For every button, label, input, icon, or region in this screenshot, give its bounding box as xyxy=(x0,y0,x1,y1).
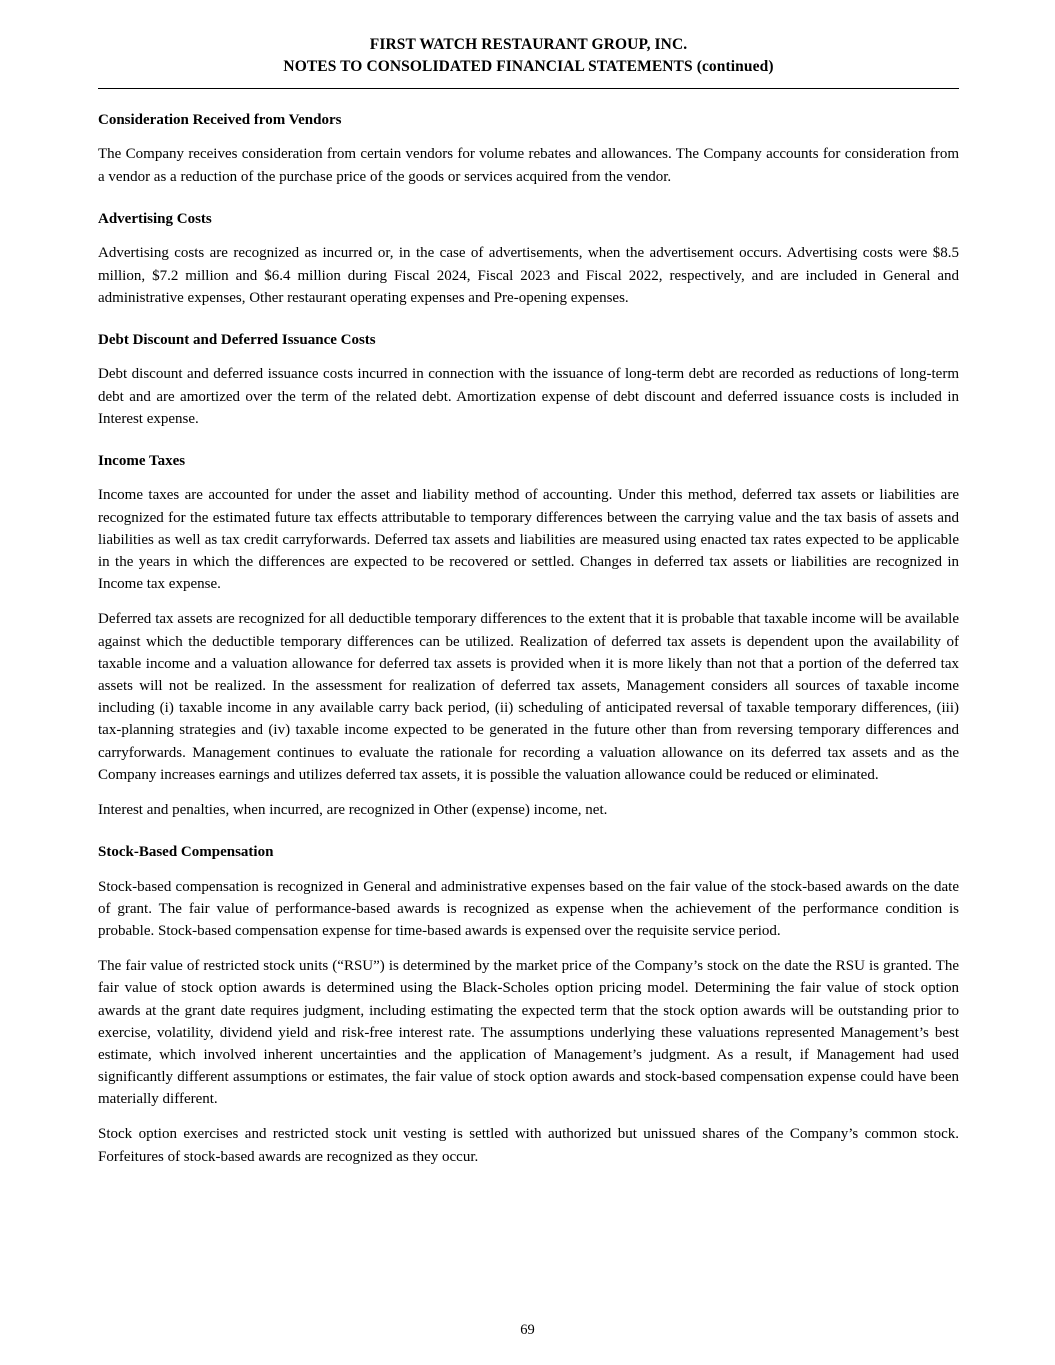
paragraph: Income taxes are accounted for under the asset and liability method of accounting. Under this method, deferred tax assets or liabilities are recognized for the estimated future tax effects attributable to temporary differences between the carrying value and the tax basis of assets and liabilities as well as tax credit carryforwards. Deferred tax assets and liabilities are measured using enacted tax rates expected to be applicable in the years in which the differences are expected to be recovered or settled. Changes in deferred tax assets or liabilities are recognized in Income tax expense. xyxy=(98,487,959,593)
section-heading-consideration-received-from-vendors: Consideration Received from Vendors xyxy=(98,111,342,128)
paragraph: Stock-based compensation is recognized in General and administrative expenses based on the fair value of the stock-based awards on the date of grant. The fair value of performance-based awards is recognized as expense when the achievement of the performance condition is probable. Stock-based compensation expense for time-based awards is expensed over the requisite service period. xyxy=(98,878,959,939)
document-header xyxy=(98,34,959,79)
section-heading-stock-based-compensation: Stock-Based Compensation xyxy=(98,844,274,861)
page-number: 69 xyxy=(520,1322,535,1338)
paragraph: Debt discount and deferred issuance costs incurred in connection with the issuance of long-term debt are recorded as reductions of long-term debt and are amortized over the term of the related debt. Amortization expense of debt discount and deferred issuance costs is included in Interest expense. xyxy=(98,366,959,427)
paragraph: The Company receives consideration from certain vendors for volume rebates and allowances. The Company accounts for consideration from a vendor as a reduction of the purchase price of the goods or services acquired from the vendor. xyxy=(98,146,959,185)
paragraph: Deferred tax assets are recognized for all deductible temporary differences to the extent that it is probable that taxable income will be available against which the deductible temporary differences can be utilized. Realization of deferred tax assets is dependent upon the availability of taxable income and a valuation allowance for deferred tax assets is provided when it is more likely than not that a portion of the deferred tax assets will not be realized. In the assessment for realization of deferred tax assets, Management considers all sources of taxable income including (i) taxable income in any available carry back period, (ii) scheduling of anticipated reversal of taxable temporary differences, (iii) tax-planning strategies and (iv) taxable income expected to be generated in the future other than from reversing temporary differences and carryforwards. Management continues to evaluate the rationale for recording a valuation allowance on its deferred tax assets and as the Company increases earnings and utilizes deferred tax assets, it is possible the valuation allowance could be reduced or eliminated. xyxy=(98,611,959,783)
paragraph: Interest and penalties, when incurred, are recognized in Other (expense) income, net. xyxy=(98,801,608,818)
section-heading-income-taxes: Income Taxes xyxy=(98,452,186,469)
paragraph: Stock option exercises and restricted stock unit vesting is settled with authorized but unissued shares of the Company’s common stock. Forfeitures of stock-based awards are recognized as they occur. xyxy=(98,1126,959,1165)
header-divider xyxy=(98,88,959,89)
section-heading-debt-discount-and-deferred-issuance-costs: Debt Discount and Deferred Issuance Costs xyxy=(98,331,376,348)
document-subtitle: NOTES TO CONSOLIDATED FINANCIAL STATEMENTS (continued) xyxy=(283,58,774,76)
paragraph: Advertising costs are recognized as incurred or, in the case of advertisements, when the advertisement occurs. Advertising costs were $8.5 million, $7.2 million and $6.4 million during Fiscal 2024, Fiscal 2023 and Fiscal 2022, respectively, and are included in General and administrative expenses, Other restaurant operating expenses and Pre-opening expenses. xyxy=(98,245,959,306)
section-heading-advertising-costs: Advertising Costs xyxy=(98,210,212,227)
paragraph: The fair value of restricted stock units (“RSU”) is determined by the market price of the Company’s stock on the date the RSU is granted. The fair value of stock option awards is determined using the Black-Scholes option pricing model. Determining the fair value of stock option awards at the grant date requires judgment, including estimating the expected term that the stock option awards will be outstanding prior to exercise, volatility, dividend yield and risk-free interest rate. The assumptions underlying these valuations represented Management’s best estimate, which involved inherent uncertainties and the application of Management’s judgment. As a result, if Management had used significantly different assumptions or estimates, the fair value of stock option awards and stock-based compensation expense could have been materially different. xyxy=(98,958,959,1108)
company-name: FIRST WATCH RESTAURANT GROUP, INC. xyxy=(369,36,688,53)
